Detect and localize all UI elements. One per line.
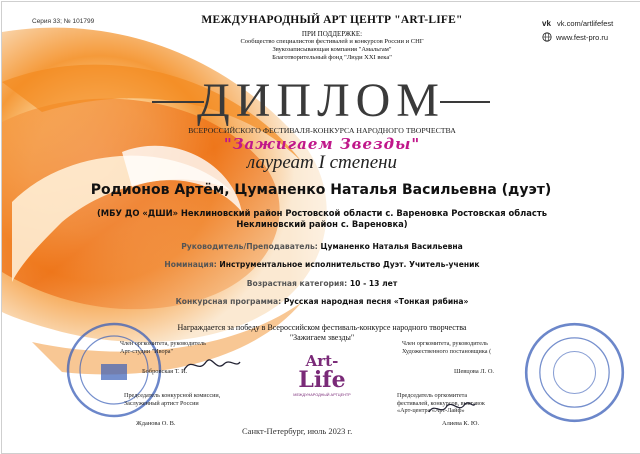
signatory-right-bottom-title: Председатель оргкомитета фестивалей, конкурсов, выставок «Арт-центра «Арт-Лайф» (397, 392, 485, 414)
award-line-2: "Зажигаем звезды" (289, 333, 355, 342)
program-row (72, 297, 572, 306)
organizer-block (172, 14, 492, 62)
logo-text-art: Art- (305, 352, 339, 370)
age-value: 10 - 13 лет (349, 279, 398, 288)
age-row (72, 279, 572, 288)
signature-scribble-left-top (182, 354, 242, 376)
nomination-row (72, 260, 572, 269)
teacher-row (72, 242, 572, 251)
support-line: Звукозаписывающая компания "Амальгам" (272, 46, 392, 53)
art-life-logo (287, 354, 357, 414)
signatory-right-top-name: Шевцова Л. О. (454, 368, 495, 375)
laureate-degree: лауреат I степени (246, 152, 398, 173)
signatory-right-bottom-name: Алиева К. Ю. (442, 420, 480, 427)
vk-link[interactable]: vk.com/artlifefest (557, 18, 614, 28)
participant-name: Родионов Артём, Цуманенко Наталья Васильевна (дуэт) (90, 182, 552, 198)
round-stamp-right (522, 320, 627, 425)
festival-name: "Зажигаем Звезды" (223, 135, 421, 153)
signatory-left-bottom-name: Жданова О. В. (136, 420, 176, 427)
support-line: Сообщество специалистов фестивалей и конкурсов России и СНГ (240, 38, 424, 45)
signature-scribble-right-bottom (427, 398, 477, 418)
social-links (542, 16, 613, 44)
support-label: ПРИ ПОДДЕРЖКЕ: (301, 30, 363, 38)
web-link-row[interactable] (542, 30, 613, 44)
nomination-value: Инструментальное исполнительство Дуэт. Учитель-ученик (219, 260, 480, 269)
support-line: Благотворительный фонд "Люди XXI века" (272, 54, 392, 61)
signatory-left-bottom-title: Председатель конкурсной комиссии, Заслуженный артист России (124, 392, 221, 407)
teacher-value: Цуманенко Наталья Васильевна (320, 242, 463, 251)
teacher-label: Руководитель/Преподаватель: (181, 242, 318, 251)
diploma-title: ДИПЛОМ (197, 74, 445, 127)
serial-number: Серия 33; № 101799 (32, 18, 95, 25)
logo-tagline: МЕЖДУНАРОДНЫЙ АРТЦЕНТР (293, 393, 351, 397)
globe-icon (542, 32, 552, 42)
festival-description: ВСЕРОССИЙСКОГО ФЕСТИВАЛЯ-КОНКУРСА НАРОДНОГО ТВОРЧЕСТВА (188, 126, 456, 135)
organizer-title: МЕЖДУНАРОДНЫЙ АРТ ЦЕНТР "ART-LIFE" (201, 14, 463, 26)
program-label: Конкурсная программа: (175, 297, 282, 306)
signatory-left-top-name: Бобровская Т. И. (142, 368, 188, 375)
vk-icon (542, 19, 553, 27)
logo-text-life: Life (298, 367, 346, 393)
nomination-label: Номинация: (164, 260, 217, 269)
web-link[interactable]: www.fest-pro.ru (556, 32, 609, 42)
svg-text:vk: vk (542, 19, 551, 27)
signatory-right-top-title: Член оргкомитета, руководитель Художественного постановщика ( (402, 340, 492, 355)
signatory-left-top-title: Член оргкомитета, руководитель Арт-студии "Ивора" (120, 340, 206, 355)
program-value: Русская народная песня «Тонкая рябина» (283, 297, 469, 306)
institution: (МБУ ДО «ДШИ» Неклиновский район Ростовской области с. Вареновка Ростовская область Неклиновский район с. Вареновка) (96, 208, 548, 229)
city-date: Санкт-Петербург, июль 2023 г. (242, 426, 353, 436)
age-label: Возрастная категория: (246, 279, 348, 288)
vk-link-row[interactable] (542, 16, 613, 30)
diploma-page (1, 1, 640, 454)
award-line-1: Награждается за победу в Всероссийском фестиваль-конкурсе народного творчества (177, 323, 467, 332)
